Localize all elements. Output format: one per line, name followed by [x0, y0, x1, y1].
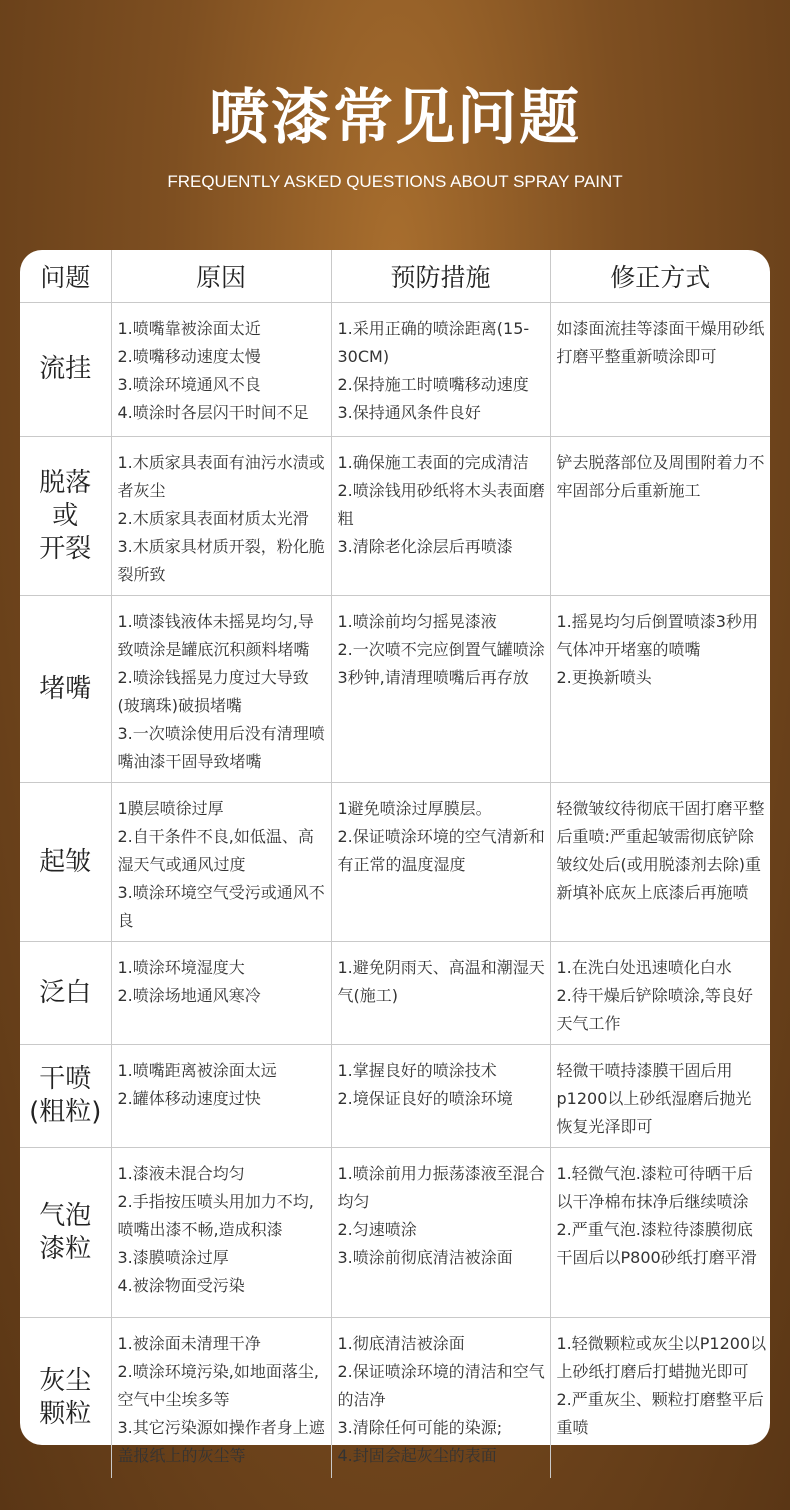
cause-cell-line: 2.木质家具表面材质太光滑	[117, 509, 309, 528]
cause-cell	[111, 942, 331, 1045]
page-title: 喷漆常见问题	[209, 83, 581, 153]
prevention-cell-line: 3.喷涂前彻底清洁被涂面	[337, 1248, 513, 1267]
table-row	[20, 303, 770, 437]
fix-cell	[550, 1318, 770, 1478]
fix-cell-line: 1.轻微颗粒或灰尘以P1200以上砂纸打磨后打蜡抛光即可	[556, 1334, 767, 1381]
issue-cell-line: (粗粒)	[29, 1097, 102, 1127]
fix-cell-line: 1.轻微气泡.漆粒可待晒干后以干净棉布抹净后继续喷涂	[556, 1164, 753, 1211]
cause-cell-line: 3.木质家具材质开裂，粉化脆裂所致	[117, 537, 325, 584]
fix-cell	[550, 783, 770, 942]
prevention-cell-line: 1.掌握良好的喷涂技术	[337, 1061, 497, 1080]
issue-cell	[20, 1045, 111, 1148]
header-fix: 修正方式	[550, 250, 770, 303]
prevention-cell-line: 1.确保施工表面的完成清洁	[337, 453, 529, 472]
prevention-cell-line: 1.喷涂前用力振荡漆液至混合均匀	[337, 1164, 545, 1211]
fix-cell-line: 轻微皱纹待彻底干固打磨平整后重喷:严重起皱需彻底铲除皱纹处后(或用脱漆剂去除)重新填补底灰上底漆后再施喷	[556, 799, 765, 902]
cause-cell-line: 1.喷嘴靠被涂面太近	[117, 319, 261, 338]
prevention-cell-line: 3.清除任何可能的染源;	[337, 1418, 503, 1437]
prevention-cell-line: 2.匀速喷涂	[337, 1220, 417, 1239]
cause-cell-line: 1.喷嘴距离被涂面太远	[117, 1061, 277, 1080]
prevention-cell-line: 3.保持通风条件良好	[337, 403, 481, 422]
faq-table-card	[20, 250, 770, 1465]
prevention-cell	[331, 1045, 550, 1148]
fix-cell-line: 铲去脱落部位及周围附着力不牢固部分后重新施工	[556, 453, 765, 500]
prevention-cell-line: 1.喷涂前均匀摇晃漆液	[337, 612, 497, 631]
prevention-cell-line: 2.保持施工时喷嘴移动速度	[337, 375, 529, 394]
cause-cell	[111, 1045, 331, 1148]
cause-cell-line: 1.喷涂环境湿度大	[117, 958, 245, 977]
issue-cell-line: 颗粒	[39, 1398, 92, 1429]
cause-cell-line: 3.其它污染源如操作者身上遮盖报纸上的灰尘等	[117, 1418, 325, 1465]
cause-cell-line: 4.喷涂时各层闪干时间不足	[117, 403, 309, 422]
issue-cell-line: 泛白	[39, 977, 92, 1008]
prevention-cell-line: 1.避免阴雨天、高温和潮湿天气(施工)	[337, 958, 545, 1005]
issue-cell-line: 或	[52, 500, 79, 531]
prevention-cell	[331, 437, 550, 596]
cause-cell-line: 3.喷涂环境通风不良	[117, 375, 261, 394]
table-row	[20, 1318, 770, 1478]
cause-cell-line: 1.漆液未混合均匀	[117, 1164, 245, 1183]
issue-cell-line: 流挂	[39, 354, 92, 384]
cause-cell-line: 4.被涂物面受污染	[117, 1276, 245, 1295]
prevention-cell	[331, 596, 550, 783]
prevention-cell-line: 1避免喷涂过厚膜层。	[337, 799, 492, 818]
fix-cell-line: 2.严重气泡.漆粒待漆膜彻底干固后以P800砂纸打磨平滑	[556, 1220, 757, 1267]
prevention-cell-line: 1.采用正确的喷涂距离(15-30CM)	[337, 319, 530, 366]
cause-cell	[111, 783, 331, 942]
table-row	[20, 1045, 770, 1148]
cause-cell-line: 1.木质家具表面有油污水渍或者灰尘	[117, 453, 325, 500]
cause-cell-line: 3.漆膜喷涂过厚	[117, 1248, 229, 1267]
cause-cell	[111, 596, 331, 783]
fix-cell	[550, 303, 770, 437]
cause-cell-line: 1.被涂面未清理干净	[117, 1334, 261, 1353]
fix-cell	[550, 1148, 770, 1318]
cause-cell	[111, 437, 331, 596]
prevention-cell	[331, 1148, 550, 1318]
issue-cell	[20, 437, 111, 596]
prevention-cell-line: 2.保证喷涂环境的清洁和空气的洁净	[337, 1362, 545, 1409]
fix-cell	[550, 437, 770, 596]
prevention-cell-line: 2.一次喷不完应倒置气罐喷涂3秒钟,请清理喷嘴后再存放	[337, 640, 545, 687]
page-subtitle: FREQUENTLY ASKED QUESTIONS ABOUT SPRAY PAINT	[167, 172, 623, 191]
table-row	[20, 437, 770, 596]
cause-cell	[111, 303, 331, 437]
cause-cell-line: 2.罐体移动速度过快	[117, 1089, 261, 1108]
header-issue: 问题	[20, 250, 111, 303]
cause-cell	[111, 1148, 331, 1318]
issue-cell	[20, 1148, 111, 1318]
fix-cell-line: 如漆面流挂等漆面干燥用砂纸打磨平整重新喷涂即可	[556, 319, 765, 366]
prevention-cell-line: 2.喷涂钱用砂纸将木头表面磨粗	[337, 481, 545, 528]
table-header-row	[20, 250, 770, 303]
cause-cell-line: 2.喷涂环境污染,如地面落尘,空气中尘埃多等	[117, 1362, 319, 1409]
fix-cell	[550, 942, 770, 1045]
cause-cell	[111, 1318, 331, 1478]
fix-cell-line: 2.严重灰尘、颗粒打磨整平后重喷	[556, 1390, 764, 1437]
issue-cell-line: 干喷	[39, 1064, 92, 1094]
prevention-cell-line: 1.彻底清洁被涂面	[337, 1334, 465, 1353]
issue-cell-line: 灰尘	[39, 1365, 92, 1396]
issue-cell	[20, 942, 111, 1045]
cause-cell-line: 2.喷嘴移动速度太慢	[117, 347, 261, 366]
prevention-cell	[331, 1318, 550, 1478]
prevention-cell	[331, 942, 550, 1045]
prevention-cell-line: 2.境保证良好的喷涂环境	[337, 1089, 513, 1108]
issue-cell	[20, 303, 111, 437]
issue-cell-line: 开裂	[39, 533, 92, 564]
header-prevention: 预防措施	[331, 250, 550, 303]
fix-cell-line: 1.摇晃均匀后倒置喷漆3秒用气体冲开堵塞的喷嘴	[556, 612, 758, 659]
table-row	[20, 596, 770, 783]
issue-cell	[20, 596, 111, 783]
fix-cell-line: 轻微干喷持漆膜干固后用p1200以上砂纸湿磨后抛光恢复光泽即可	[556, 1061, 752, 1136]
cause-cell-line: 1膜层喷徐过厚	[117, 799, 224, 818]
prevention-cell-line: 2.保证喷涂环境的空气清新和有正常的温度湿度	[337, 827, 545, 874]
cause-cell-line: 3.喷涂环境空气受污或通风不良	[117, 883, 325, 930]
prevention-cell-line: 3.清除老化涂层后再喷漆	[337, 537, 513, 556]
cause-cell-line: 2.手指按压喷头用加力不均,喷嘴出漆不畅,造成积漆	[117, 1192, 314, 1239]
table-row	[20, 1148, 770, 1318]
fix-cell	[550, 596, 770, 783]
prevention-cell	[331, 783, 550, 942]
issue-cell	[20, 783, 111, 942]
issue-cell-line: 起皱	[39, 846, 92, 877]
issue-cell-line: 气泡	[39, 1200, 92, 1231]
cause-cell-line: 2.喷涂钱摇晃力度过大导致(玻璃珠)破损堵嘴	[117, 668, 309, 715]
issue-cell-line: 堵嘴	[39, 673, 92, 704]
prevention-cell-line: 4.封固会起灰尘的表面	[337, 1446, 497, 1465]
prevention-cell	[331, 303, 550, 437]
issue-cell	[20, 1318, 111, 1478]
table-row	[20, 942, 770, 1045]
header-cause: 原因	[111, 250, 331, 303]
cause-cell-line: 3.一次喷涂使用后没有清理喷嘴油漆干固导致堵嘴	[117, 724, 325, 771]
cause-cell-line: 2.喷涂场地通风寒冷	[117, 986, 261, 1005]
faq-table	[20, 250, 770, 1478]
fix-cell-line: 2.更换新喷头	[556, 668, 652, 687]
fix-cell-line: 1.在洗白处迅速喷化白水	[556, 958, 732, 977]
fix-cell	[550, 1045, 770, 1148]
cause-cell-line: 1.喷漆钱液体未摇晃均匀,导致喷涂是罐底沉积颜料堵嘴	[117, 612, 314, 659]
cause-cell-line: 2.自干条件不良,如低温、高湿天气或通风过度	[117, 827, 314, 874]
table-row	[20, 783, 770, 942]
issue-cell-line: 漆粒	[39, 1233, 92, 1264]
issue-cell-line: 脱落	[39, 467, 92, 498]
fix-cell-line: 2.待干燥后铲除喷涂,等良好天气工作	[556, 986, 753, 1033]
